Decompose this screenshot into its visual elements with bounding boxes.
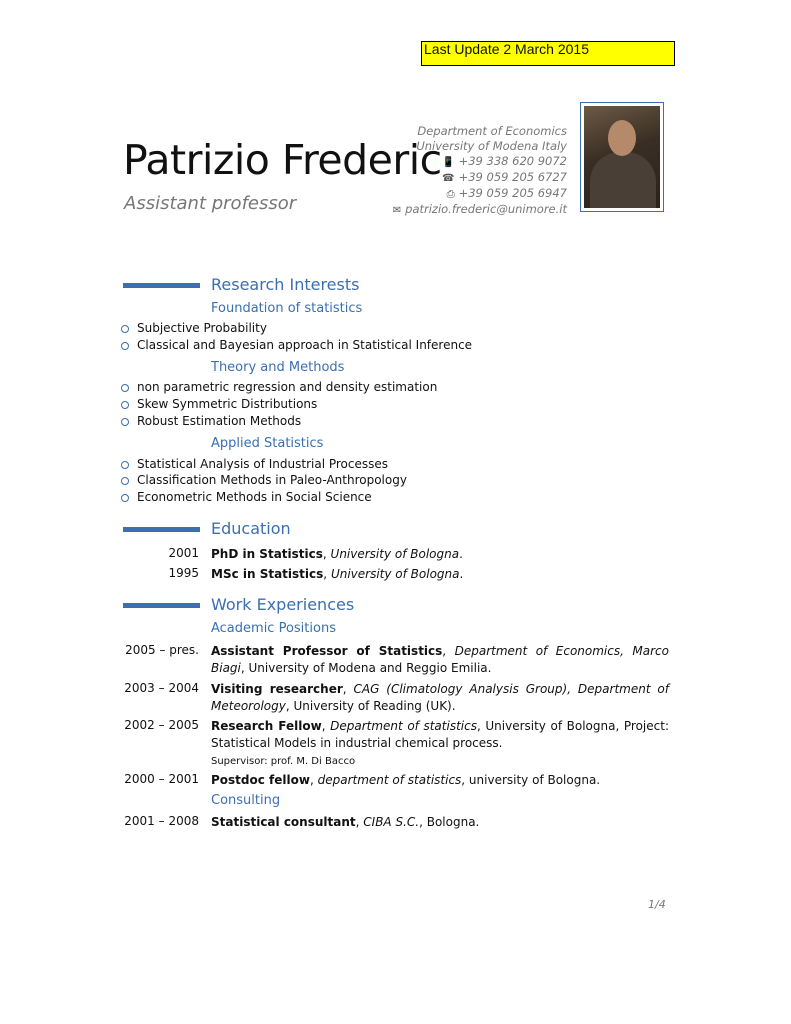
bullet-icon [121, 384, 129, 392]
bullet-icon [121, 494, 129, 502]
contact-block [393, 124, 567, 218]
profile-photo [580, 102, 664, 212]
subsection-title: Theory and Methods [211, 360, 345, 375]
subsection-title: Academic Positions [211, 621, 336, 636]
list-item: Skew Symmetric Distributions [137, 397, 318, 411]
subsection-title: Consulting [211, 793, 281, 808]
work-entry: Visiting researcher, CAG (Climatology Analysis Group), Department of Meteorology, University of Reading (UK). [211, 682, 669, 713]
entry-date: 2003 – 2004 [124, 681, 199, 695]
subsection-title: Foundation of statistics [211, 301, 363, 316]
last-update-banner: Last Update 2 March 2015 [421, 41, 675, 66]
entry-date: 2005 – pres. [125, 643, 199, 657]
list-item: Classical and Bayesian approach in Statistical Inference [137, 338, 473, 352]
entry-date: 2001 – 2008 [124, 814, 199, 828]
email-line[interactable] [393, 202, 567, 218]
department: Department of Economics [417, 124, 567, 138]
work-entry: Assistant Professor of Statistics, Department of Economics, Marco Biagi, University of Modena and Reggio Emilia. [211, 644, 669, 675]
cv-name: Patrizio Frederic [123, 136, 442, 184]
page-number: 1/4 [648, 898, 666, 911]
bullet-icon [121, 418, 129, 426]
entry-date: 1995 [168, 566, 199, 580]
bullet-icon [121, 461, 129, 469]
mobile-line: 📱 +39 338 620 9072 [442, 154, 567, 168]
education-entry: PhD in Statistics, University of Bologna. [211, 547, 463, 561]
work-entry: Research Fellow, Department of statistics, University of Bologna, Project: Statistical Models in industrial chemical process. Supervisor: prof. M. Di Bacco [211, 719, 669, 767]
section-bar [123, 527, 200, 532]
entry-date: 2002 – 2005 [124, 718, 199, 732]
consulting-entry: Statistical consultant, CIBA S.C., Bologna. [211, 815, 480, 829]
section-title-education: Education [211, 519, 291, 538]
bullet-icon [121, 477, 129, 485]
section-title-research: Research Interests [211, 275, 360, 294]
telephone-icon: ☎ [442, 173, 455, 184]
supervisor-note: Supervisor: prof. M. Di Bacco [211, 756, 356, 767]
work-entry: Postdoc fellow, department of statistics, university of Bologna. [211, 773, 601, 787]
mobile-phone-icon: 📱 [442, 157, 455, 168]
section-title-work: Work Experiences [211, 595, 355, 614]
education-entry: MSc in Statistics, University of Bologna. [211, 567, 464, 581]
university: University of Modena Italy [416, 139, 567, 153]
list-item: Econometric Methods in Social Science [137, 490, 372, 504]
list-item: Statistical Analysis of Industrial Processes [137, 457, 388, 471]
subsection-title: Applied Statistics [211, 436, 324, 451]
bullet-icon [121, 342, 129, 350]
list-item: Classification Methods in Paleo-Anthropology [137, 473, 407, 487]
bullet-icon [121, 401, 129, 409]
entry-date: 2000 – 2001 [124, 772, 199, 786]
bullet-icon [121, 325, 129, 333]
email-link[interactable]: patrizio.frederic@unimore.it [405, 202, 567, 216]
list-item: Robust Estimation Methods [137, 414, 302, 428]
section-bar [123, 603, 200, 608]
section-bar [123, 283, 200, 288]
phone-line: ☎ +39 059 205 6727 [442, 170, 567, 184]
list-item: non parametric regression and density estimation [137, 380, 438, 394]
envelope-icon: ✉ [392, 205, 402, 216]
entry-date: 2001 [168, 546, 199, 560]
list-item: Subjective Probability [137, 321, 267, 335]
fax-icon: ⎙ [446, 189, 455, 200]
fax-line: ⎙ +39 059 205 6947 [446, 186, 567, 200]
cv-role: Assistant professor [124, 193, 297, 214]
